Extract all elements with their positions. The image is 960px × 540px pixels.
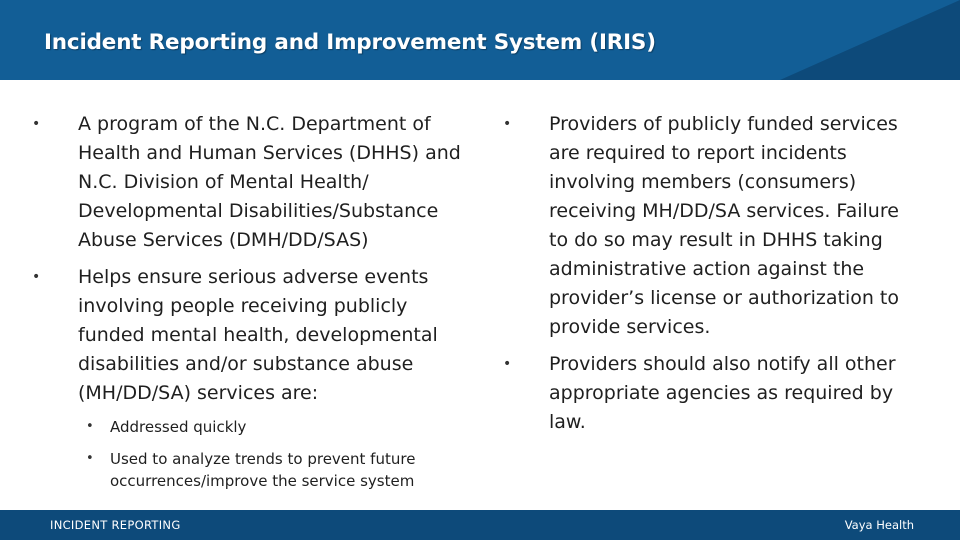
bullet-dot: • bbox=[86, 419, 94, 434]
header-bar bbox=[0, 0, 960, 80]
right-column bbox=[503, 110, 923, 445]
bullet-text: Helps ensure serious adverse events involving people receiving publicly funded mental health, developmental disabilities and/or substance abuse (MH/DD/SA) services are: bbox=[78, 266, 438, 404]
sub-bullet-text: Addressed quickly bbox=[110, 418, 247, 436]
bullet-item bbox=[32, 263, 462, 408]
page-title: Incident Reporting and Improvement System (IRIS) bbox=[44, 30, 656, 55]
bullet-text: Providers of publicly funded services are required to report incidents involving members (consumers) receiving MH/DD/SA services. Failure to do so may result in DHHS taking administrative action against the provider’s license or authorization to provide services. bbox=[549, 113, 899, 338]
sub-bullet-item bbox=[32, 416, 462, 438]
sub-bullet-text: Used to analyze trends to prevent future occurrences/improve the service system bbox=[110, 450, 416, 490]
bullet-dot: • bbox=[503, 356, 512, 372]
footer-organization: Vaya Health bbox=[844, 518, 914, 532]
bullet-text: Providers should also notify all other appropriate agencies as required by law. bbox=[549, 353, 896, 433]
bullet-item bbox=[32, 110, 462, 255]
bullet-dot: • bbox=[503, 116, 512, 132]
footer-section-label: INCIDENT REPORTING bbox=[50, 518, 181, 532]
bullet-item bbox=[503, 110, 923, 342]
header-accent-shape bbox=[780, 0, 960, 80]
bullet-item bbox=[503, 350, 923, 437]
bullet-dot: • bbox=[32, 116, 41, 132]
footer-bar bbox=[0, 510, 960, 540]
bullet-dot: • bbox=[86, 451, 94, 466]
bullet-dot: • bbox=[32, 269, 41, 285]
left-column bbox=[32, 110, 462, 502]
sub-bullet-item bbox=[32, 448, 462, 492]
bullet-text: A program of the N.C. Department of Health and Human Services (DHHS) and N.C. Division of Mental Health/ Developmental Disabilities/Substance Abuse Services (DMH/DD/SAS) bbox=[78, 113, 461, 251]
